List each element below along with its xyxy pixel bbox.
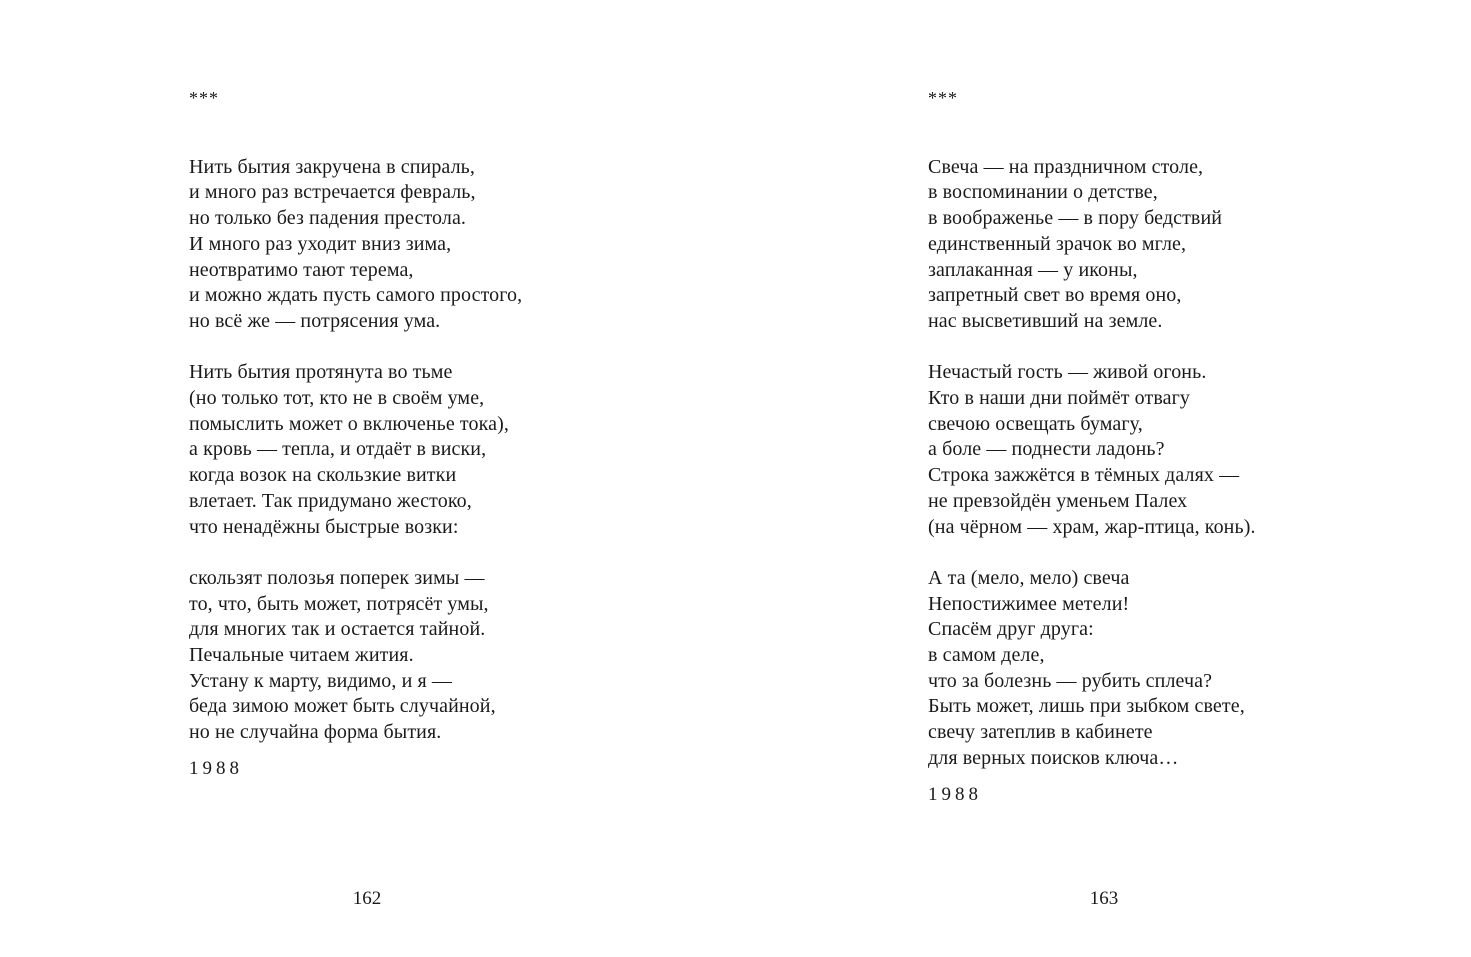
poem-line: то, что, быть может, потрясёт умы, xyxy=(189,592,489,615)
stanza xyxy=(928,155,1256,335)
poem-line: А та (мело, мело) свеча xyxy=(928,566,1130,589)
poem-line: что ненадёжны быстрые возки: xyxy=(189,515,459,538)
page-number: 162 xyxy=(352,888,382,909)
poem-separator-asterisks: *** xyxy=(189,88,219,108)
poem-line: Нечастый гость — живой огонь. xyxy=(928,361,1207,384)
poem-line: скользят полозья поперек зимы — xyxy=(189,566,485,589)
poem-line: влетает. Так придумано жестоко, xyxy=(189,489,472,512)
poem-line: для многих так и остается тайной. xyxy=(189,618,486,641)
poem-line: Устану к марту, видимо, и я — xyxy=(189,669,453,692)
poem-line: когда возок на скользкие витки xyxy=(189,464,457,487)
poem-year: 1988 xyxy=(928,783,982,805)
poem-line: и можно ждать пусть самого простого, xyxy=(189,284,523,307)
poem-line: Нить бытия протянута во тьме xyxy=(189,361,453,384)
poem-line: Строка зажжётся в тёмных далях — xyxy=(928,464,1240,487)
poem-right xyxy=(928,86,1256,807)
poem-line: Спасём друг друга: xyxy=(928,618,1094,641)
poem-line: в воображенье — в пору бедствий xyxy=(928,207,1223,230)
poem-line: но только без падения престола. xyxy=(189,207,467,230)
poem-line: а боле — поднести ладонь? xyxy=(928,438,1165,461)
stanza xyxy=(189,566,522,746)
poem-line: Нить бытия закручена в спираль, xyxy=(189,155,475,178)
poem-line: не превзойдён уменьем Палех xyxy=(928,489,1188,512)
poem-line: (на чёрном — храм, жар-птица, конь). xyxy=(928,515,1256,538)
poem-line: Непостижимее метели! xyxy=(928,592,1130,615)
poem-line: запретный свет во время оно, xyxy=(928,284,1182,307)
poem-line: (но только тот, кто не в своём уме, xyxy=(189,387,485,409)
poem-line: неотвратимо тают терема, xyxy=(189,258,414,281)
poem-line: Свеча — на праздничном столе, xyxy=(928,155,1204,178)
poem-line: в самом деле, xyxy=(928,644,1045,667)
page-number: 163 xyxy=(1089,888,1119,909)
poem-line: в воспоминании о детстве, xyxy=(928,181,1158,204)
poem-line: Быть может, лишь при зыбком свете, xyxy=(928,695,1245,718)
poem-line: заплаканная — у иконы, xyxy=(928,258,1138,281)
poem-line: и много раз встречается февраль, xyxy=(189,181,476,204)
stanza xyxy=(928,566,1256,772)
poem-line: свечою освещать бумагу, xyxy=(928,412,1143,435)
poem-line: Кто в наши дни поймёт отвагу xyxy=(928,387,1190,409)
poem-line: И много раз уходит вниз зима, xyxy=(189,232,452,255)
stanza xyxy=(189,155,522,335)
poem-separator-asterisks: *** xyxy=(928,88,958,108)
poem-line: помыслить может о включенье тока), xyxy=(189,412,509,435)
poem-line: единственный зрачок во мгле, xyxy=(928,232,1187,255)
stanza xyxy=(928,360,1256,540)
poem-year: 1988 xyxy=(189,757,243,779)
poem-line: что за болезнь — рубить сплеча? xyxy=(928,669,1213,692)
poem-line: но не случайна форма бытия. xyxy=(189,721,442,744)
right-page xyxy=(736,0,1471,957)
poem-line: беда зимою может быть случайной, xyxy=(189,695,496,718)
poem-left xyxy=(189,86,522,782)
stanza xyxy=(189,360,522,540)
poem-line: для верных поисков ключа… xyxy=(928,746,1179,769)
poem-line: нас высветивший на земле. xyxy=(928,309,1163,332)
poem-line: а кровь — тепла, и отдаёт в виски, xyxy=(189,438,487,461)
poem-line: но всё же — потрясения ума. xyxy=(189,309,441,332)
poem-line: свечу затеплив в кабинете xyxy=(928,721,1153,744)
poem-line: Печальные читаем жития. xyxy=(189,644,414,667)
